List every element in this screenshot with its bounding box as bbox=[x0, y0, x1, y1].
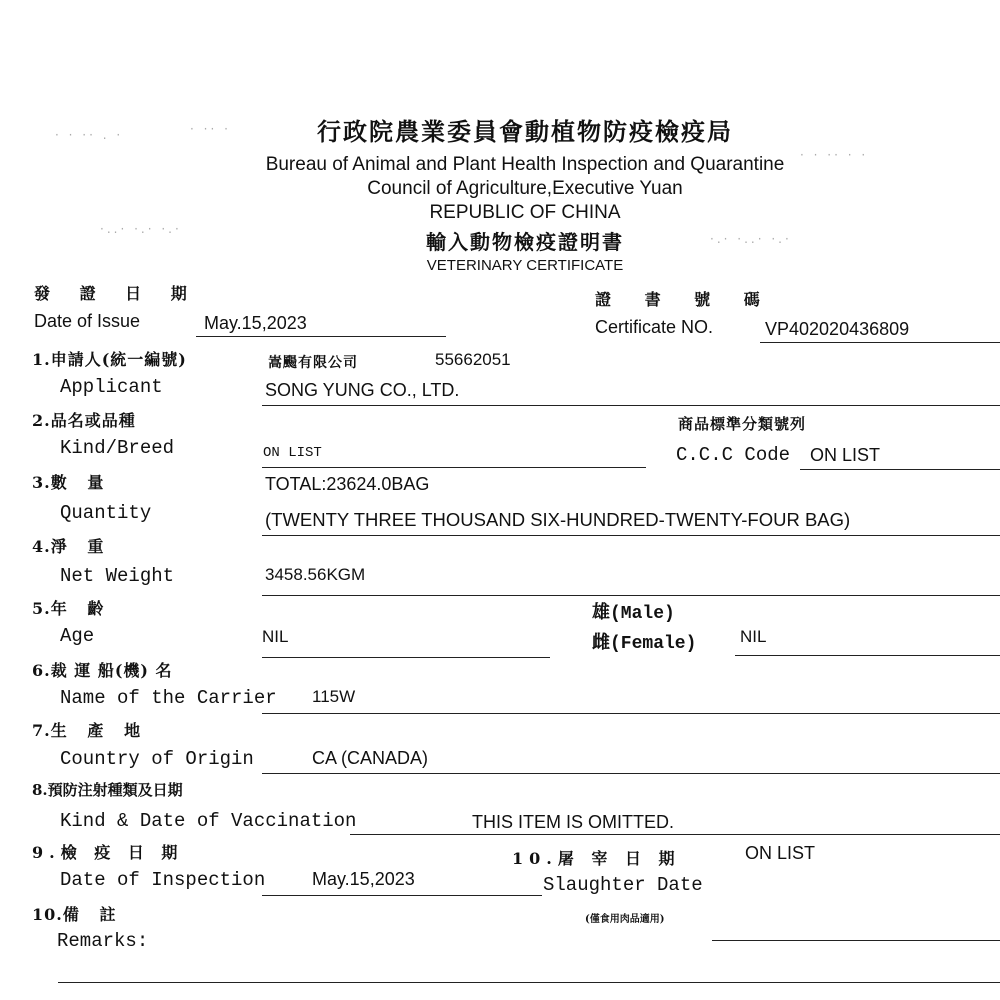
applicant-id: 55662051 bbox=[435, 350, 511, 369]
certificate-number-label: Certificate NO. bbox=[595, 317, 714, 337]
certificate-title-chinese: 輸入動物檢疫證明書 bbox=[426, 230, 624, 254]
inspection-underline bbox=[262, 895, 542, 896]
vaccination-label: Kind & Date of Vaccination bbox=[60, 810, 357, 832]
ccc-code-underline bbox=[800, 469, 1000, 470]
quantity-value: TOTAL:23624.0BAG bbox=[265, 474, 430, 494]
kind-underline bbox=[262, 467, 646, 468]
certificate-number-value: VP402020436809 bbox=[765, 319, 910, 339]
applicant-name-chinese: 嵩颺有限公司 bbox=[268, 355, 358, 371]
applicant-label-chinese: 1.申請人(統一編號) bbox=[32, 350, 187, 369]
issue-date-underline bbox=[196, 336, 446, 337]
sex-value: NIL bbox=[740, 627, 767, 646]
male-label: 雄(Male) bbox=[592, 604, 675, 624]
net-weight-label-chinese: 4.淨 重 bbox=[32, 537, 105, 556]
scan-noise: ·..· ·.· ·.· bbox=[100, 222, 182, 236]
carrier-label: Name of the Carrier bbox=[60, 687, 277, 709]
vaccination-underline bbox=[350, 834, 1000, 835]
age-label-chinese: 5.年 齡 bbox=[32, 599, 105, 618]
applicant-value: SONG YUNG CO., LTD. bbox=[265, 380, 460, 400]
quantity-underline bbox=[262, 535, 1000, 536]
kind-value: ON LIST bbox=[263, 445, 322, 461]
applicant-underline bbox=[262, 405, 1000, 406]
quantity-words: (TWENTY THREE THOUSAND SIX-HUNDRED-TWENTY-FOUR BAG) bbox=[265, 509, 851, 530]
inspection-label-chinese: 9.檢 疫 日 期 bbox=[32, 843, 184, 862]
council-name: Council of Agriculture,Executive Yuan bbox=[367, 178, 683, 199]
ccc-code-value: ON LIST bbox=[810, 445, 881, 465]
slaughter-label: Slaughter Date bbox=[543, 874, 703, 896]
carrier-value: 115W bbox=[312, 687, 356, 706]
slaughter-value: ON LIST bbox=[745, 843, 816, 863]
remarks-underline-bottom bbox=[58, 982, 1000, 983]
origin-value: CA (CANADA) bbox=[312, 748, 429, 768]
female-label: 雌(Female) bbox=[592, 634, 697, 654]
ccc-code-label: C.C.C Code bbox=[676, 444, 791, 466]
remarks-label-chinese: 10.備 註 bbox=[32, 905, 117, 924]
certificate-number-underline bbox=[760, 342, 1000, 343]
kind-label-chinese: 2.品名或品種 bbox=[32, 411, 136, 430]
issue-date-value: May.15,2023 bbox=[204, 313, 307, 333]
remarks-underline-top bbox=[712, 940, 1000, 941]
scan-noise: · · ·· . · bbox=[55, 128, 124, 142]
remarks-label: Remarks: bbox=[57, 930, 149, 952]
certificate-title: VETERINARY CERTIFICATE bbox=[426, 257, 624, 274]
slaughter-label-chinese: 10.屠 宰 日 期 bbox=[512, 849, 681, 868]
origin-label: Country of Origin bbox=[60, 748, 254, 770]
net-weight-underline bbox=[262, 595, 1000, 596]
bureau-name: Bureau of Animal and Plant Health Inspection and Quarantine bbox=[265, 154, 785, 175]
vaccination-value: THIS ITEM IS OMITTED. bbox=[472, 812, 674, 832]
issue-date-label: Date of Issue bbox=[34, 311, 141, 331]
inspection-label: Date of Inspection bbox=[60, 869, 266, 891]
quantity-label: Quantity bbox=[60, 502, 152, 524]
kind-label: Kind/Breed bbox=[60, 437, 175, 459]
inspection-value: May.15,2023 bbox=[312, 869, 415, 889]
age-label: Age bbox=[60, 625, 95, 647]
issue-date-label-chinese: 發 證 日 期 bbox=[34, 284, 199, 303]
net-weight-value: 3458.56KGM bbox=[265, 565, 366, 584]
agency-name-chinese: 行政院農業委員會動植物防疫檢疫局 bbox=[317, 117, 733, 146]
quantity-label-chinese: 3.數 量 bbox=[32, 473, 105, 492]
vaccination-label-chinese: 8.預防注射種類及日期 bbox=[32, 781, 183, 799]
slaughter-note: (僅食用肉品適用) bbox=[585, 914, 665, 925]
age-underline bbox=[262, 657, 550, 658]
net-weight-label: Net Weight bbox=[60, 565, 175, 587]
certificate-number-label-chinese: 證 書 號 碼 bbox=[595, 290, 774, 309]
ccc-code-label-chinese: 商品標準分類號列 bbox=[678, 415, 807, 433]
origin-underline bbox=[262, 773, 1000, 774]
applicant-label: Applicant bbox=[60, 376, 163, 398]
scan-noise: · · ·· · · bbox=[800, 148, 869, 162]
origin-label-chinese: 7.生 產 地 bbox=[32, 721, 142, 740]
sex-underline bbox=[735, 655, 1000, 656]
scan-noise: · ·· · bbox=[190, 122, 231, 136]
scan-noise: ·.· ·..· ·.· bbox=[710, 232, 792, 246]
country-name: REPUBLIC OF CHINA bbox=[429, 202, 621, 223]
carrier-underline bbox=[262, 713, 1000, 714]
carrier-label-chinese: 6.裁 運 船(機) 名 bbox=[32, 661, 173, 680]
age-value: NIL bbox=[262, 627, 289, 646]
